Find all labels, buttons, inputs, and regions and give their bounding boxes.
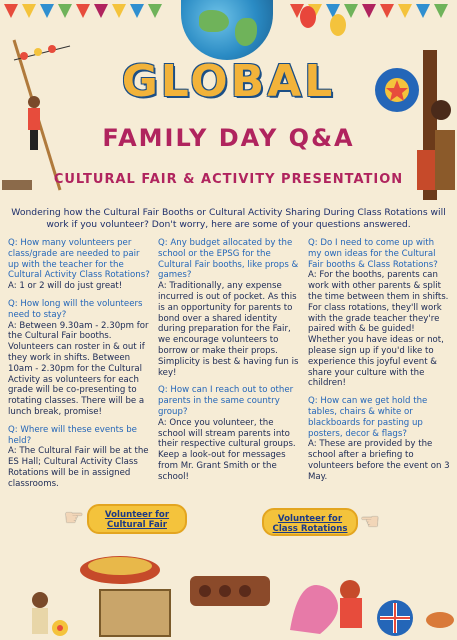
pointing-hand-icon: ☛ <box>64 506 84 531</box>
qa-item <box>8 425 150 490</box>
qa-item <box>308 396 450 482</box>
volunteer-class-rotations-button[interactable]: Volunteer for Class Rotations <box>262 508 358 536</box>
question: Q: How can we get hold the tables, chairs & white or blackboards for pasting up posters, decor & flags? <box>308 396 428 439</box>
page-title: GLOBAL <box>121 56 336 107</box>
qa-item <box>8 238 150 292</box>
question: Q: Where will these events be held? <box>8 424 137 446</box>
page-tagline: CULTURAL FAIR & ACTIVITY PRESENTATION <box>53 172 404 187</box>
qa-column-1 <box>8 238 150 497</box>
answer: A: Between 9.30am - 2.30pm for the Cultural Fair booths. Volunteers can roster in & out if they work in shifts. Between 10am - 2.30pm for the Cultural Activity as volunteers for each grade will be co-presenting to rotating classes. There will be a lunch break, promise! <box>8 320 149 417</box>
pointing-hand-icon: ☛ <box>360 510 380 535</box>
question: Q: How long will the volunteers need to stay? <box>8 298 143 320</box>
qa-item <box>8 299 150 418</box>
lantern-icon <box>300 6 316 28</box>
question: Q: Do I need to come up with my own ideas for the Cultural Fair booths & Class Rotations? <box>308 238 438 270</box>
question: Q: How many volunteers per class/grade are needed to pair up with the teacher for the Cultural Activity Class Rotations? <box>8 238 150 281</box>
qa-item <box>308 238 450 389</box>
question: Q: How can I reach out to other parents in the same country group? <box>158 385 294 417</box>
answer: A: These are provided by the school after a briefing to volunteers before the event on 3 May. <box>308 439 450 482</box>
qa-item <box>158 385 300 482</box>
volunteer-cultural-fair-button[interactable]: Volunteer for Cultural Fair <box>87 504 187 534</box>
answer: A: The Cultural Fair will be at the ES Hall; Cultural Activity Class Rotations will be in assigned classrooms. <box>8 446 149 489</box>
answer: A: For the booths, parents can work with other parents & split the time between them in shifts. For class rotations, they'll work with the grade teacher they're paired with & be guided! Whether you have ideas or not, please sign up if you'd like to experience this joyful event & share your culture with the children! <box>308 270 449 389</box>
answer: A: Once you volunteer, the school will stream parents into their respective cultural groups. Keep a look-out for messages from Mr. Grant Smith or the school! <box>158 417 296 482</box>
lantern-icon <box>330 14 346 36</box>
cultural-items-illustration <box>0 530 457 640</box>
answer: A: Traditionally, any expense incurred is out of pocket. As this is an opportunity for parents to bond over a shared identity during preparation for the Fair, we encourage volunteers to borrow or make their props. Simplicity is best & having fun is key! <box>158 281 299 378</box>
page-subtitle: FAMILY DAY Q&A <box>102 124 355 152</box>
globe-icon <box>181 0 273 60</box>
intro-text: Wondering how the Cultural Fair Booths or Cultural Activity Sharing During Class Rotations will work if you volunteer? Don't worry, here are some of your questions answered. <box>11 207 446 230</box>
qa-column-2 <box>158 238 300 490</box>
question: Q: Any budget allocated by the school or the EPSG for the Cultural Fair booths, like props & games? <box>158 238 299 281</box>
qa-item <box>158 238 300 378</box>
qa-column-3 <box>308 238 450 490</box>
answer: A: 1 or 2 will do just great! <box>8 281 123 292</box>
